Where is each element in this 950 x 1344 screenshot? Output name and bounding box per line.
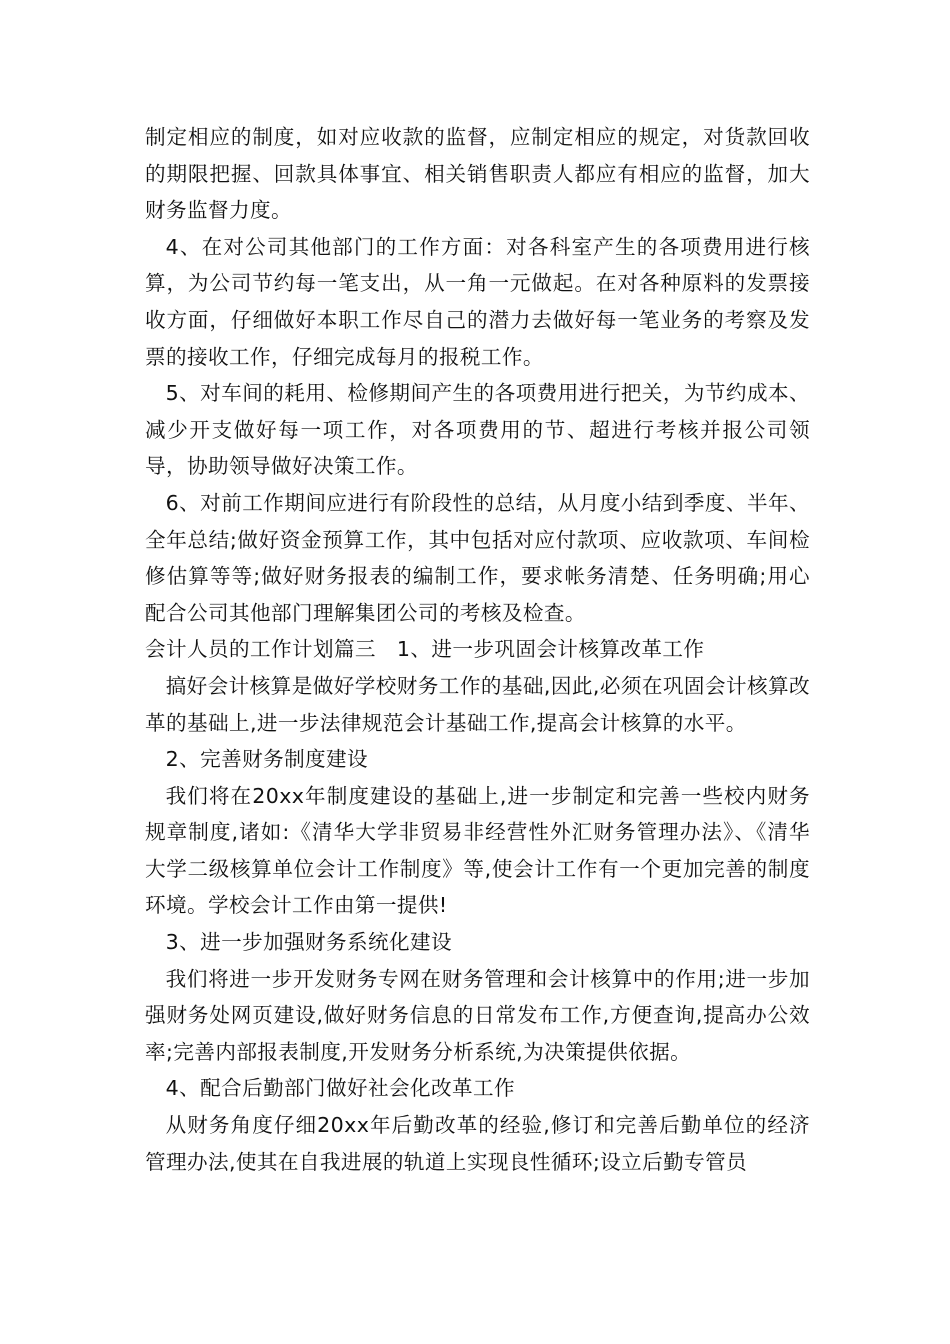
paragraph-item-6-periodic-summary: 6、对前工作期间应进行有阶段性的总结，从月度小结到季度、半年、全年总结;做好资金预算工作，其中包括对应付款项、应收款项、车间检修估算等等;做好财务报表的编制工作，要求帐务清楚、任务明确;用心配合公司其他部门理解集团公司的考核及检查。: [145, 490, 810, 625]
section-heading-plan-three: 会计人员的工作计划篇三 1、进一步巩固会计核算改革工作: [145, 637, 705, 662]
paragraph-supervision-continued: 制定相应的制度，如对应收款的监督，应制定相应的规定，对货款回收的期限把握、回款具体事宜、相关销售职责人都应有相应的监督，加大财务监督力度。: [145, 125, 810, 223]
paragraph-logistics-management: 从财务角度仔细20xx年后勤改革的经验,修订和完善后勤单位的经济管理办法,使其在自我进展的轨道上实现良性循环;设立后勤专管员: [145, 1113, 810, 1174]
subheading-logistics-reform: 4、配合后勤部门做好社会化改革工作: [165, 1076, 515, 1101]
subheading-financial-systematization: 3、进一步加强财务系统化建设: [165, 930, 453, 955]
paragraph-accounting-reform: 搞好会计核算是做好学校财务工作的基础,因此,必须在巩固会计核算改革的基础上,进一步法律规范会计基础工作,提高会计核算的水平。: [145, 673, 810, 735]
subheading-financial-system-building: 2、完善财务制度建设: [165, 747, 369, 772]
paragraph-item-4-other-departments: 4、在对公司其他部门的工作方面：对各科室产生的各项费用进行核算，为公司节约每一笔支出，从一角一元做起。在对各种原料的发票接收方面，仔细做好本职工作尽自己的潜力去做好每一笔业务的考察及发票的接收工作，仔细完成每月的报税工作。: [145, 234, 810, 369]
paragraph-financial-network: 我们将进一步开发财务专网在财务管理和会计核算中的作用;进一步加强财务处网页建设,做好财务信息的日常发布工作,方便查询,提高办公效率;完善内部报表制度,开发财务分析系统,为决策提供依据。: [145, 966, 810, 1064]
paragraph-item-5-workshop-costs: 5、对车间的耗用、检修期间产生的各项费用进行把关，为节约成本、减少开支做好每一项工作，对各项费用的节、超进行考核并报公司领导，协助领导做好决策工作。: [145, 381, 810, 479]
paragraph-financial-regulations: 我们将在20xx年制度建设的基础上,进一步制定和完善一些校内财务规章制度,诸如:《清华大学非贸易非经营性外汇财务管理办法》、《清华大学二级核算单位会计工作制度》等,使会计工作有一个更加完善的制度环境。学校会计工作由第一提供!: [145, 783, 810, 918]
document-body: [145, 119, 810, 1180]
